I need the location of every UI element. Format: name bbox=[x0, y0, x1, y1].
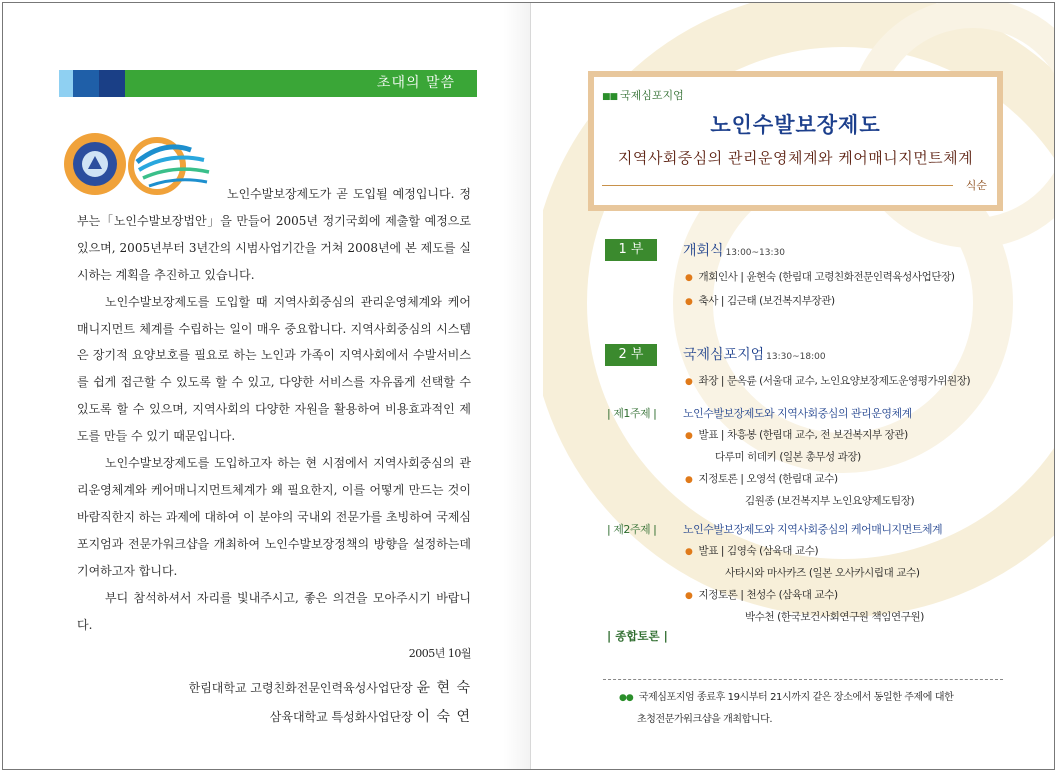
part1-item bbox=[685, 269, 955, 284]
bullet-icon: ● bbox=[685, 297, 693, 307]
note-line1-text: 국제심포지엄 종료후 19시부터 21시까지 같은 장소에서 동일한 주제에 대한 bbox=[638, 692, 954, 703]
letter-paragraph: 노인수발보장제도를 도입하고자 하는 현 시점에서 지역사회중심의 관리운영체계와 케어매니지먼트체계가 왜 필요한지, 이를 어떻게 만드는 것이 바람직한지 하는 과제에 대하여 이 분야의 국내외 전문가를 초빙하여 국제심포지엄과 전문가워크샵을 개최하여 노인수발보장정책의 방향을 설정하는데 기여하고자 합니다. bbox=[77, 456, 471, 578]
part1-title-text: 개회식 bbox=[683, 243, 724, 259]
bullet-icon: ● bbox=[685, 475, 693, 485]
signature-name: 이 숙 연 bbox=[416, 709, 471, 726]
note-line: 초청전문가워크샵을 개최합니다. bbox=[637, 714, 773, 725]
title-box-inner bbox=[594, 77, 997, 205]
bullet-icon: ● bbox=[685, 547, 693, 557]
page-title: 초대의 말씀 bbox=[376, 75, 455, 91]
session1-discussant bbox=[685, 471, 838, 486]
part2-badge: 2 부 bbox=[605, 344, 657, 366]
signature-line bbox=[77, 674, 471, 703]
part1-badge: 1 부 bbox=[605, 239, 657, 261]
session2-discussant-text: 지정토론 | 천성수 (삼육대 교수) bbox=[698, 589, 838, 601]
header-bar-accent-light bbox=[59, 70, 73, 97]
title-box bbox=[588, 71, 1003, 211]
session1-tag: | 제1주제 | bbox=[607, 407, 657, 420]
signature-org: 한림대학교 고령친화전문인력육성사업단장 bbox=[188, 681, 413, 696]
session2-discussant bbox=[685, 587, 838, 602]
note-line bbox=[619, 687, 953, 709]
letter-paragraph: 노인수발보장제도를 도입할 때 지역사회중심의 관리운영체계와 케어매니지먼트 체계를 수립하는 일이 매우 중요합니다. 지역사회중심의 시스템은 장기적 요양보호를 필요로 하는 노인과 가족이 지역사회에서 수발서비스를 쉽게 접근할 수 있도록 할 수 있고, 다양한 서비스를 자유롭게 선택할 수 있도록 할 수 있으며, 지역사회의 다양한 자원을 활용하여 비용효과적인 제도를 만들 수 있기 때문입니다. bbox=[77, 294, 471, 444]
part1-item-text: 개회인사 | 윤현숙 (한림대 고령친화전문인력육성사업단장) bbox=[698, 271, 955, 283]
dashed-divider bbox=[603, 679, 1003, 680]
session2-title: 노인수발보장제도와 지역사회중심의 케어매니지먼트체계 bbox=[683, 523, 943, 536]
session1-presenter bbox=[685, 427, 908, 442]
session2-presenter-extra: 사타시와 마사카즈 (일본 오사카시립대 교수) bbox=[725, 567, 920, 579]
part2-chair-text: 좌장 | 문옥륜 (서울대 교수, 노인요양보장제도운영평가위원장) bbox=[698, 375, 971, 387]
part1-item-text: 축사 | 김근태 (보건복지부장관) bbox=[698, 295, 835, 307]
header-bar-accent-dark bbox=[99, 70, 125, 97]
signature-name: 윤 현 숙 bbox=[416, 680, 471, 697]
dots-icon: ■■ bbox=[602, 92, 618, 102]
session1-presenter-extra: 다루미 히데키 (일본 총무성 과장) bbox=[715, 451, 861, 463]
order-label: 식순 bbox=[965, 179, 987, 192]
session1-title: 노인수발보장제도와 지역사회중심의 관리운영체계 bbox=[683, 407, 912, 420]
closing-session: | 종합토론 | bbox=[607, 629, 668, 643]
part1-title bbox=[683, 240, 785, 260]
invitation-letter bbox=[77, 181, 471, 732]
event-subtitle: 지역사회중심의 관리운영체계와 케어매니지먼트체계 bbox=[617, 149, 974, 167]
title-divider bbox=[602, 185, 953, 186]
part1-item bbox=[685, 293, 835, 308]
letter-date: 2005년 10월 bbox=[408, 647, 471, 661]
workshop-note bbox=[619, 687, 953, 731]
bullet-icon: ● bbox=[685, 377, 693, 387]
session2-discussant-extra: 박수천 (한국보건사회연구원 책임연구원) bbox=[745, 611, 924, 623]
part2-chair bbox=[685, 373, 970, 388]
part1-time: 13:00~13:30 bbox=[725, 248, 785, 258]
part2-time: 13:30~18:00 bbox=[766, 352, 826, 362]
letter-paragraph: 부디 참석하셔서 자리를 빛내주시고, 좋은 의견을 모아주시기 바랍니다. bbox=[77, 590, 471, 632]
header-bar bbox=[59, 70, 477, 97]
event-type-label: 국제심포지엄 bbox=[620, 89, 684, 102]
dots-icon: ●● bbox=[619, 693, 633, 703]
header-bar-accent-mid bbox=[73, 70, 99, 97]
bullet-icon: ● bbox=[685, 431, 693, 441]
session1-discussant-extra: 김원종 (보건복지부 노인요양제도팀장) bbox=[745, 495, 915, 507]
page-spread bbox=[2, 2, 1055, 770]
bullet-icon: ● bbox=[685, 273, 693, 283]
spine-shadow bbox=[503, 3, 531, 769]
event-type bbox=[602, 87, 684, 103]
signature-org: 삼육대학교 특성화사업단장 bbox=[269, 710, 413, 725]
letter-paragraph: 노인수발보장제도가 곧 도입될 예정입니다. 정부는「노인수발보장법안」을 만들어 2005년 정기국회에 제출할 예정으로 있으며, 2005년부터 3년간의 시범사업기간을 거쳐 2008년에 본 제도를 실시하는 계획을 추진하고 있습니다. bbox=[77, 187, 471, 282]
session2-tag: | 제2주제 | bbox=[607, 523, 657, 536]
session2-presenter-text: 발표 | 김영숙 (삼육대 교수) bbox=[698, 545, 819, 557]
bullet-icon: ● bbox=[685, 591, 693, 601]
part2-title bbox=[683, 344, 826, 364]
part2-title-text: 국제심포지엄 bbox=[683, 347, 765, 363]
signature-line bbox=[77, 703, 471, 732]
page-fold bbox=[530, 3, 531, 769]
session1-presenter-text: 발표 | 차흥봉 (한림대 교수, 전 보건복지부 장관) bbox=[698, 429, 908, 441]
session2-presenter bbox=[685, 543, 818, 558]
signature-block bbox=[77, 674, 471, 732]
event-title: 노인수발보장제도 bbox=[710, 113, 881, 137]
session1-discussant-text: 지정토론 | 오영석 (한림대 교수) bbox=[698, 473, 838, 485]
